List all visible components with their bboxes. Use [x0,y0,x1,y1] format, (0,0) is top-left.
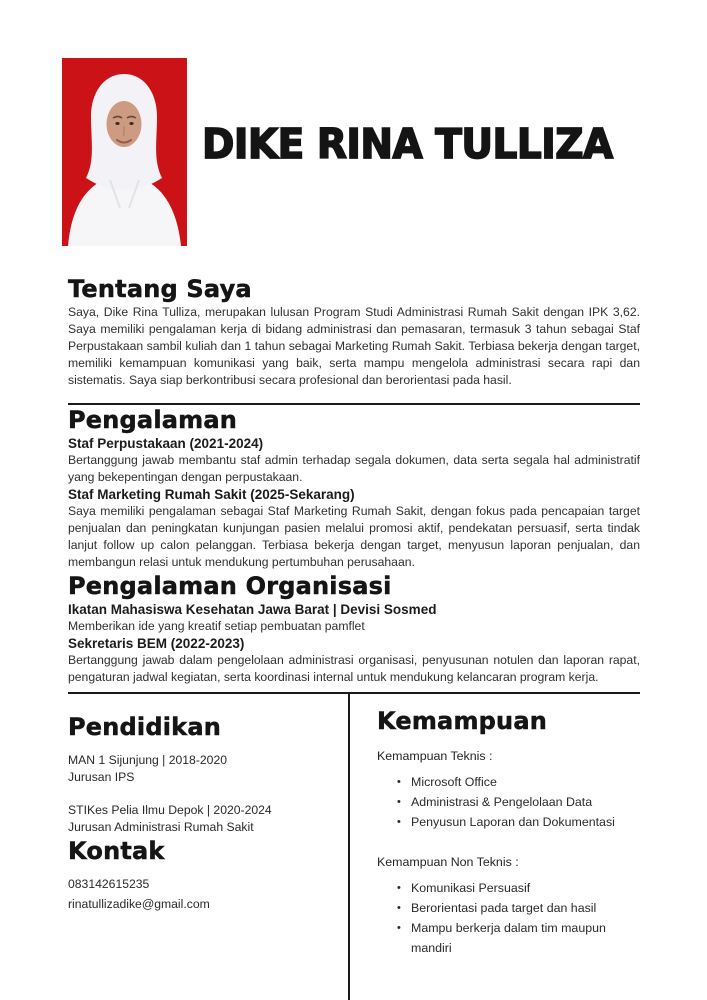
profile-photo [62,58,187,246]
section-title-pengalaman: Pengalaman [68,406,238,434]
skill-item: • Administrasi & Pengelolaan Data [397,792,640,812]
section-title-pendidikan: Pendidikan [68,713,222,741]
name-title: DIKE RINA TULLIZA [202,121,613,169]
main-content [68,274,640,1000]
section-title-tentang-saya: Tentang Saya [68,275,252,303]
education-school: MAN 1 Sijunjung | 2018-2020 [68,753,227,767]
contact-email: rinatullizadike@gmail.com [68,897,210,911]
organization-description: Bertanggung jawab dalam pengelolaan administrasi organisasi, penyusunan notulen dan laporan rapat, pengaturan jadwal kegiatan, serta koordinasi internal untuk mendukung kelancaran program kerja. [68,653,640,684]
section-title-kemampuan: Kemampuan [377,707,548,735]
education-entry [68,802,348,836]
skill-group-label: Kemampuan Teknis : [377,749,493,763]
skill-item: • Microsoft Office [397,772,640,792]
about-text: Saya, Dike Rina Tulliza, merupakan lulusan Program Studi Administrasi Rumah Sakit dengan IPK 3,62. Saya memiliki pengalaman kerja di bidang administrasi dan pemasaran, termasuk 3 tahun sebagai Staf Perpustakaan sambil kuliah dan 1 tahun sebagai Marketing Rumah Sakit. Terbiasa bekerja dengan target, memiliki kemampuan komunikasi yang baik, serta mampu mengelola administrasi secara rapi dan sistematis. Saya siap berkontribusi secara profesional dan berorientasi pada hasil. [68,305,640,387]
education-major: Jurusan IPS [68,770,135,784]
photo-figure-eye-left [115,122,119,125]
skill-group-label: Kemampuan Non Teknis : [377,855,519,869]
section-title-kontak: Kontak [68,837,165,865]
education-major: Jurusan Administrasi Rumah Sakit [68,820,254,834]
experience-description: Saya memiliki pengalaman sebagai Staf Marketing Rumah Sakit, dengan fokus pada pencapaian target penjualan dan peningkatan kunjungan pasien melalui promosi aktif, pendekatan persuasif, serta tindak lanjut follow up calon pelanggan. Terbiasa bekerja dengan target, menyusun laporan penjualan, dan membangun relasi untuk mendukung pertumbuhan perusahaan. [68,504,640,569]
skill-item: • Penyusun Laporan dan Dokumentasi [397,812,640,832]
contact-phone: 083142615235 [68,877,150,891]
section-title-pengalaman-organisasi: Pengalaman Organisasi [68,572,392,600]
skill-item: • Komunikasi Persuasif [397,878,640,898]
experience-description: Bertanggung jawab membantu staf admin terhadap segala dokumen, data serta segala hal administratif yang bekepentingan dengan perpustakaan. [68,453,640,484]
photo-figure-face [107,101,142,147]
right-column [350,694,640,1000]
skill-item: • Berorientasi pada target dan hasil [397,898,640,918]
bottom-section [68,694,640,1000]
skill-list-non-teknis [377,878,640,958]
experience-role: Staf Marketing Rumah Sakit (2025-Sekarang) [68,487,355,502]
education-school: STIKes Pelia Ilmu Depok | 2020-2024 [68,803,272,817]
left-column [68,694,348,1000]
organization-role: Sekretaris BEM (2022-2023) [68,636,245,651]
photo-figure-eye-right [129,122,133,125]
skill-list-teknis [377,772,640,832]
organization-description: Memberikan ide yang kreatif setiap pembuatan pamflet [68,619,365,633]
education-entry [68,752,348,786]
organization-role: Ikatan Mahasiswa Kesehatan Jawa Barat | Devisi Sosmed [68,602,437,617]
experience-role: Staf Perpustakaan (2021-2024) [68,436,264,451]
skill-item: • Mampu berkerja dalam tim maupun mandiri [397,918,640,958]
